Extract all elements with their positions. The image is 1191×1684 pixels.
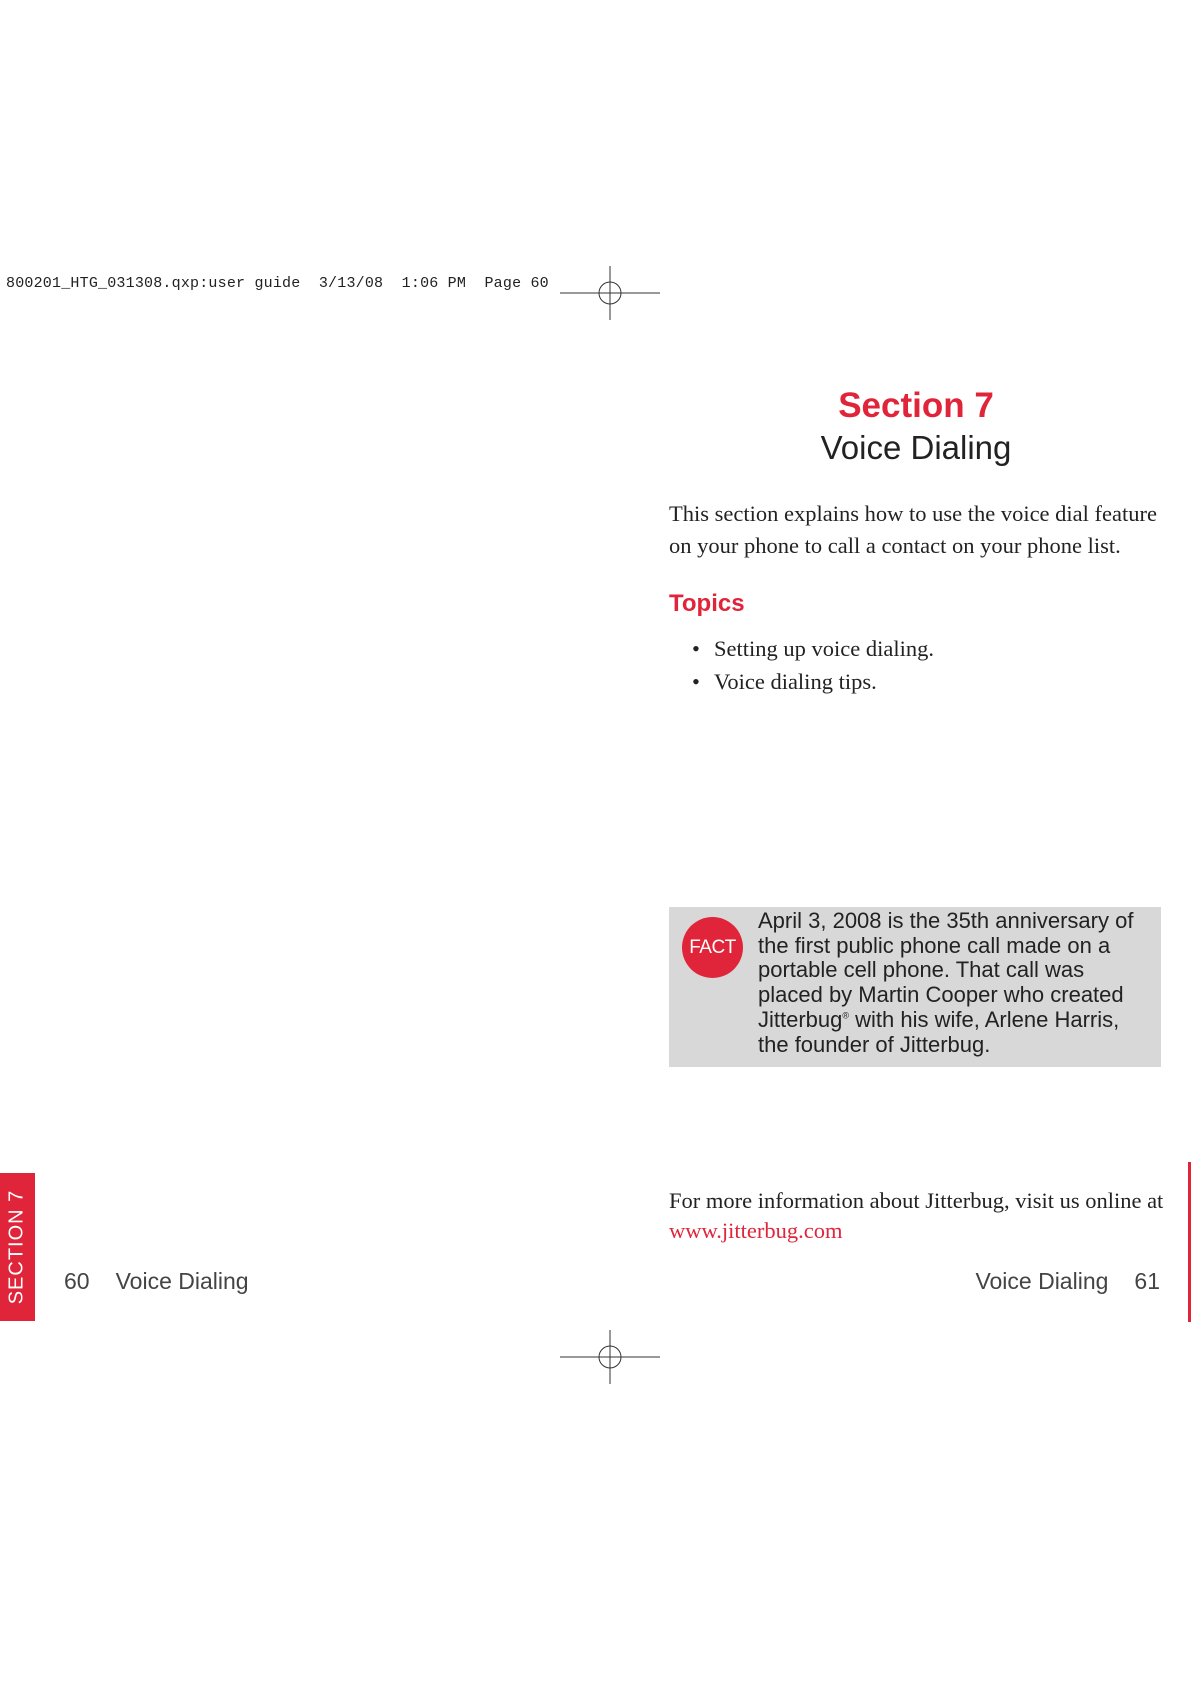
print-slug: 800201_HTG_031308.qxp:user guide 3/13/08 1:06 PM Page 60 (6, 275, 549, 292)
topics-list (690, 632, 934, 698)
footer-left (64, 1268, 249, 1295)
left-page-number: 60 (64, 1268, 90, 1294)
section-heading (669, 385, 1163, 469)
more-info-paragraph (669, 1186, 1169, 1246)
topic-item: • Voice dialing tips. (690, 665, 934, 698)
fact-box (669, 907, 1161, 1067)
fact-text (758, 909, 1153, 1057)
side-tab-label: SECTION 7 (5, 1189, 28, 1305)
right-page-number: 61 (1134, 1268, 1160, 1294)
registration-mark-top (560, 266, 660, 320)
topic-item: • Setting up voice dialing. (690, 632, 934, 665)
right-footer-title: Voice Dialing (975, 1268, 1109, 1294)
footer-right (975, 1268, 1160, 1295)
topics-heading: Topics (669, 590, 745, 617)
more-info-text: For more information about Jitterbug, visit us online at (669, 1188, 1164, 1213)
section-title: Voice Dialing (820, 429, 1012, 466)
registered-mark: ® (842, 1010, 850, 1021)
fact-text-main: April 3, 2008 is the 35th anniversary of the first public phone call made on a portable cell phone. That call was placed by Martin Cooper who created Jitterbug (758, 908, 1134, 1032)
fact-badge: FACT (682, 917, 743, 978)
website-link[interactable]: www.jitterbug.com (669, 1218, 843, 1243)
section-number: Section 7 (838, 386, 994, 425)
fact-text-end: with his wife, Arlene Harris, the founder of Jitterbug. (758, 1006, 1120, 1057)
registration-mark-bottom (560, 1330, 660, 1384)
intro-paragraph: This section explains how to use the voice dial feature on your phone to call a contact on your phone list. (669, 501, 1157, 558)
left-footer-title: Voice Dialing (115, 1268, 249, 1294)
section-side-tab (0, 1173, 35, 1321)
